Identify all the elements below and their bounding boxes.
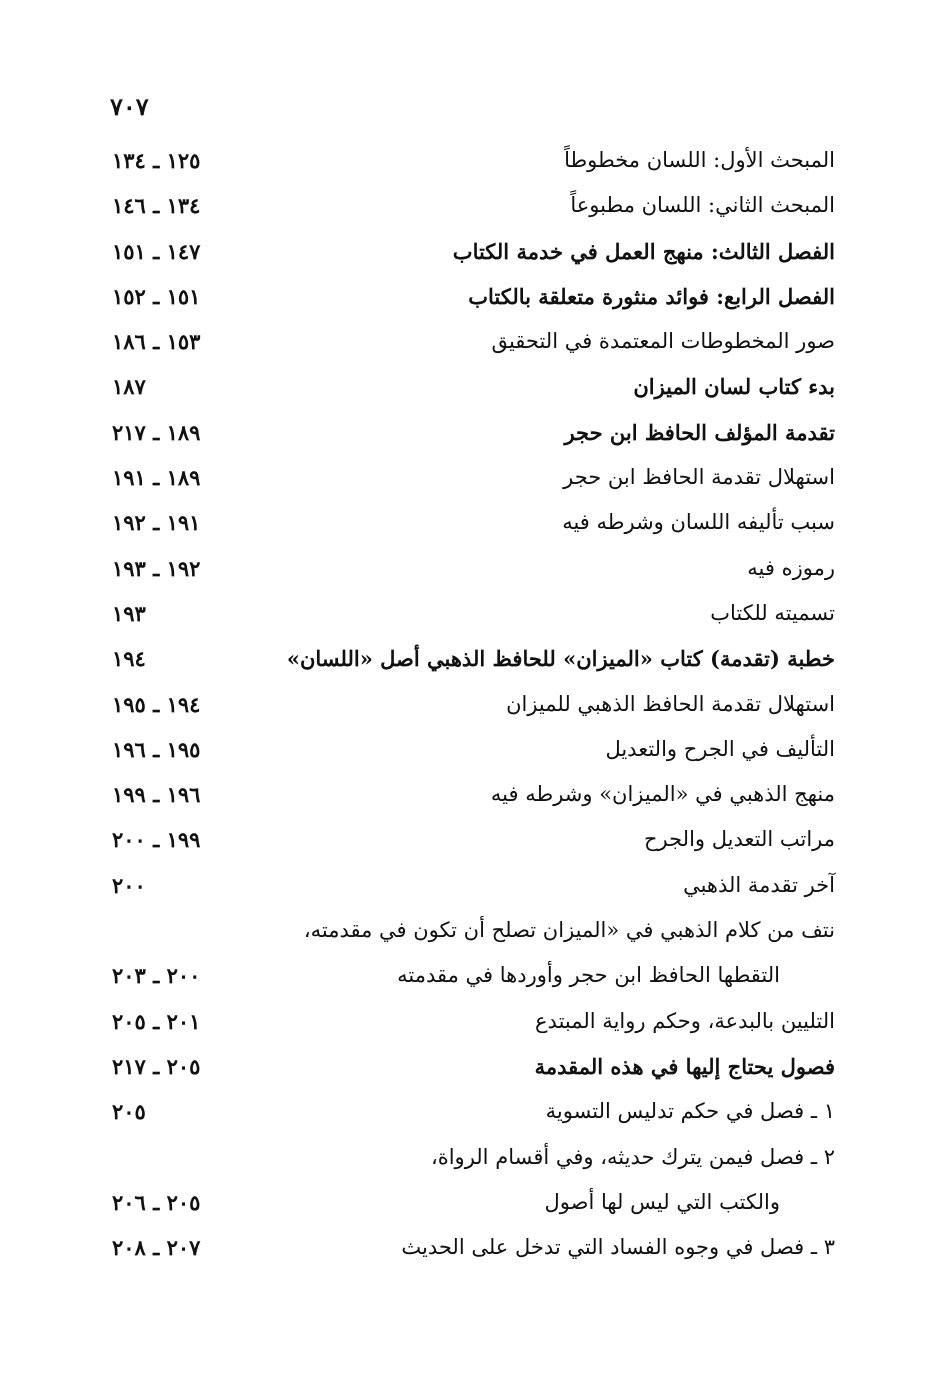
toc-entry-title: الفصل الثالث: منهج العمل في خدمة الكتاب: [452, 238, 835, 264]
toc-entry: [0, 640, 935, 685]
toc-entry: [0, 957, 935, 1002]
toc-entry-pages: ١٩٤: [112, 646, 146, 672]
toc-entry: [0, 867, 935, 912]
toc-entry-title: سبب تأليفه اللسان وشرطه فيه: [562, 510, 835, 535]
toc-entry-pages: ١٨٧: [112, 374, 146, 400]
toc-entry: [0, 821, 935, 866]
toc-entry: [0, 595, 935, 640]
toc-entry-pages: ٢٠٥ ـ ٢١٧: [112, 1053, 201, 1079]
toc-entry: [0, 323, 935, 368]
toc-entry: [0, 504, 935, 549]
toc-entry-pages: ٢٠٥: [112, 1099, 146, 1125]
toc-entry-title: استهلال تقدمة الحافظ الذهبي للميزان: [506, 691, 835, 716]
toc-entry: [0, 1229, 935, 1274]
table-of-contents: [0, 142, 935, 1274]
toc-entry: [0, 1093, 935, 1138]
page-number: ٧٠٧: [110, 92, 149, 121]
toc-entry-title: المبحث الأول: اللسان مخطوطاً: [564, 148, 835, 172]
toc-entry-pages: ١٩١ ـ ١٩٢: [112, 510, 201, 536]
toc-entry: [0, 459, 935, 504]
toc-entry-pages: ١٨٩ ـ ٢١٧: [112, 419, 201, 445]
toc-entry-pages: ١٩٤ ـ ١٩٥: [112, 691, 201, 717]
toc-entry-pages: ١٢٥ ـ ١٣٤: [112, 148, 201, 173]
toc-entry-title: التأليف في الجرح والتعديل: [605, 736, 835, 761]
toc-entry-title: ٢ ـ فصل فيمن يترك حديثه، وفي أقسام الرواة،: [430, 1144, 835, 1169]
toc-entry: [0, 1048, 935, 1093]
toc-entry-title: تسميته للكتاب: [710, 600, 835, 625]
toc-entry: [0, 776, 935, 821]
toc-entry: [0, 1003, 935, 1048]
toc-entry-title: خطبة (تقدمة) كتاب «الميزان» للحافظ الذهبي أصل «اللسان»: [286, 646, 835, 672]
toc-entry: [0, 142, 935, 187]
toc-entry-title: فصول يحتاج إليها في هذه المقدمة: [534, 1053, 835, 1079]
toc-entry: [0, 278, 935, 323]
toc-entry-pages: ١٩٣: [112, 600, 146, 626]
toc-entry-pages: ٢٠٥ ـ ٢٠٦: [112, 1189, 201, 1215]
toc-entry-title: ٣ ـ فصل في وجوه الفساد التي تدخل على الحديث: [401, 1235, 835, 1260]
toc-entry: [0, 233, 935, 278]
toc-entry: [0, 414, 935, 459]
toc-entry: [0, 731, 935, 776]
toc-entry: [0, 368, 935, 413]
toc-entry: [0, 1139, 935, 1184]
toc-entry-pages: ١٥١ ـ ١٥٢: [112, 283, 201, 309]
toc-entry-title: نتف من كلام الذهبي في «الميزان تصلح أن تكون في مقدمته،: [303, 918, 835, 943]
toc-entry: [0, 686, 935, 731]
toc-entry-title: والكتب التي ليس لها أصول: [544, 1189, 780, 1214]
toc-entry: [0, 912, 935, 957]
toc-entry: [0, 550, 935, 595]
toc-entry: [0, 1184, 935, 1229]
toc-entry-pages: ١٩٩ ـ ٢٠٠: [112, 827, 201, 853]
toc-entry-title: تقدمة المؤلف الحافظ ابن حجر: [564, 419, 835, 445]
toc-entry-title: مراتب التعديل والجرح: [643, 827, 835, 852]
toc-entry-title: ١ ـ فصل في حكم تدليس التسوية: [545, 1099, 835, 1124]
toc-entry-title: الفصل الرابع: فوائد منثورة متعلقة بالكتاب: [468, 283, 835, 309]
toc-entry-pages: ١٨٩ ـ ١٩١: [112, 465, 201, 491]
toc-entry-pages: ١٤٧ ـ ١٥١: [112, 238, 201, 264]
toc-entry-title: المبحث الثاني: اللسان مطبوعاً: [570, 193, 835, 218]
toc-entry-pages: ٢٠٠: [112, 872, 146, 898]
toc-entry-title: التقطها الحافظ ابن حجر وأوردها في مقدمته: [397, 963, 780, 988]
toc-entry-pages: ١٩٢ ـ ١٩٣: [112, 555, 201, 581]
toc-entry-title: صور المخطوطات المعتمدة في التحقيق: [491, 329, 835, 354]
toc-entry-pages: ١٩٥ ـ ١٩٦: [112, 736, 201, 762]
toc-entry-title: استهلال تقدمة الحافظ ابن حجر: [563, 465, 835, 490]
toc-entry: [0, 187, 935, 232]
toc-entry-title: بدء كتاب لسان الميزان: [633, 374, 835, 400]
toc-entry-title: آخر تقدمة الذهبي: [683, 872, 835, 897]
toc-entry-pages: ٢٠١ ـ ٢٠٥: [112, 1008, 201, 1034]
toc-entry-title: منهج الذهبي في «الميزان» وشرطه فيه: [490, 782, 835, 807]
toc-entry-title: رموزه فيه: [747, 555, 835, 580]
toc-entry-pages: ١٩٦ ـ ١٩٩: [112, 782, 201, 808]
toc-entry-pages: ١٥٣ ـ ١٨٦: [112, 329, 201, 355]
toc-entry-pages: ١٣٤ ـ ١٤٦: [112, 193, 201, 219]
toc-entry-pages: ٢٠٧ ـ ٢٠٨: [112, 1235, 201, 1261]
toc-entry-pages: ٢٠٠ ـ ٢٠٣: [112, 963, 201, 989]
toc-entry-title: التليين بالبدعة، وحكم رواية المبتدع: [535, 1008, 835, 1033]
